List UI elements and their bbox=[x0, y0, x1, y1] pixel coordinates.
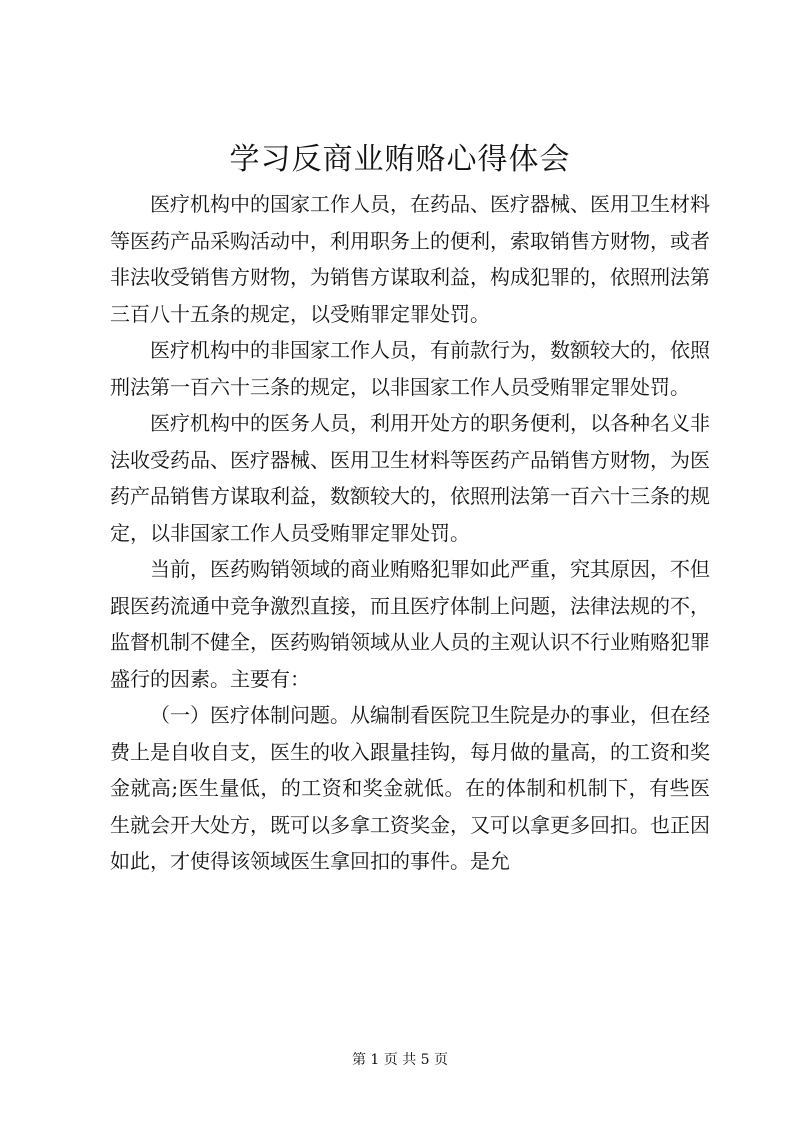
paragraph: 医疗机构中的医务人员，利用开处方的职务便利，以各种名义非法收受药品、医疗器械、医用卫生材料等医药产品销售方财物，为医药产品销售方谋取利益，数额较大的，依照刑法第一百六十三条的规定，以非国家工作人员受贿罪定罪处罚。 bbox=[110, 411, 710, 545]
page-footer: 第 1 页 共 5 页 bbox=[351, 1052, 449, 1068]
paragraph: （一）医疗体制问题。从编制看医院卫生院是办的事业，但在经费上是自收自支，医生的收入跟量挂钩，每月做的量高，的工资和奖金就高;医生量低，的工资和奖金就低。在的体制和机制下，有些医生就会开大处方，既可以多拿工资奖金，又可以拿更多回扣。也正因如此，才使得该领域医生拿回扣的事件。是允 bbox=[110, 703, 710, 873]
paragraph: 当前，医药购销领域的商业贿赂犯罪如此严重，究其原因，不但跟医药流通中竞争激烈直接，而且医疗体制上问题，法律法规的不，监督机制不健全，医药购销领域从业人员的主观认识不行业贿赂犯罪盛行的因素。主要有： bbox=[110, 557, 710, 691]
document-body bbox=[110, 186, 710, 880]
paragraph: 医疗机构中的非国家工作人员，有前款行为，数额较大的，依照刑法第一百六十三条的规定，以非国家工作人员受贿罪定罪处罚。 bbox=[110, 338, 710, 399]
document-title: 学习反商业贿赂心得体会 bbox=[229, 142, 571, 177]
paragraph: 医疗机构中的国家工作人员，在药品、医疗器械、医用卫生材料等医药产品采购活动中，利用职务上的便利，索取销售方财物，或者非法收受销售方财物，为销售方谋取利益，构成犯罪的，依照刑法第三百八十五条的规定，以受贿罪定罪处罚。 bbox=[110, 192, 710, 326]
